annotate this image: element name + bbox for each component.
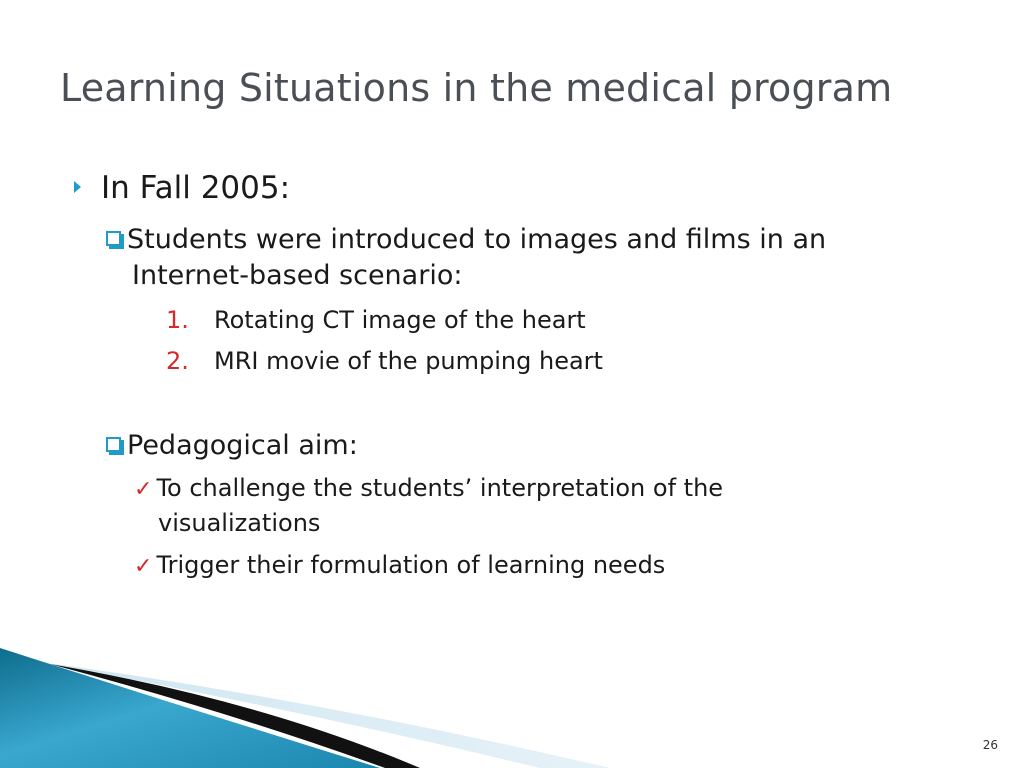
item-number: 2. [166,347,189,375]
checkbox-icon [106,231,121,246]
check-text-continued: visualizations [158,509,321,537]
checkbox-icon [106,437,121,452]
checkmark-icon: ✓ [134,477,153,502]
slide-number: 26 [982,738,998,752]
sub-bullet-students [106,222,826,258]
triangle-arrow-icon [74,181,81,193]
check-item-1 [134,474,723,502]
sub-bullet-text-continued: Internet-based scenario: [132,260,463,291]
item-text: MRI movie of the pumping heart [214,347,603,375]
sub-bullet-text: Students were introduced to images and films in an [127,224,827,255]
check-item-1-continued [158,509,320,537]
sub-bullet-students-continued [132,258,462,294]
numbered-item-2 [166,347,603,375]
check-text: To challenge the students’ interpretation of the [156,474,724,502]
checkmark-icon: ✓ [134,554,153,579]
bullet-fall-2005 [74,170,290,206]
slide-title: Learning Situations in the medical program [60,66,893,110]
check-item-2 [134,551,665,579]
sub-bullet-text: Pedagogical aim: [127,430,358,461]
check-text: Trigger their formulation of learning needs [156,551,666,579]
numbered-item-1 [166,306,586,334]
item-number: 1. [166,306,189,334]
bullet-text: In Fall 2005: [101,170,291,206]
item-text: Rotating CT image of the heart [214,306,586,334]
sub-bullet-pedagogical-aim [106,428,358,464]
